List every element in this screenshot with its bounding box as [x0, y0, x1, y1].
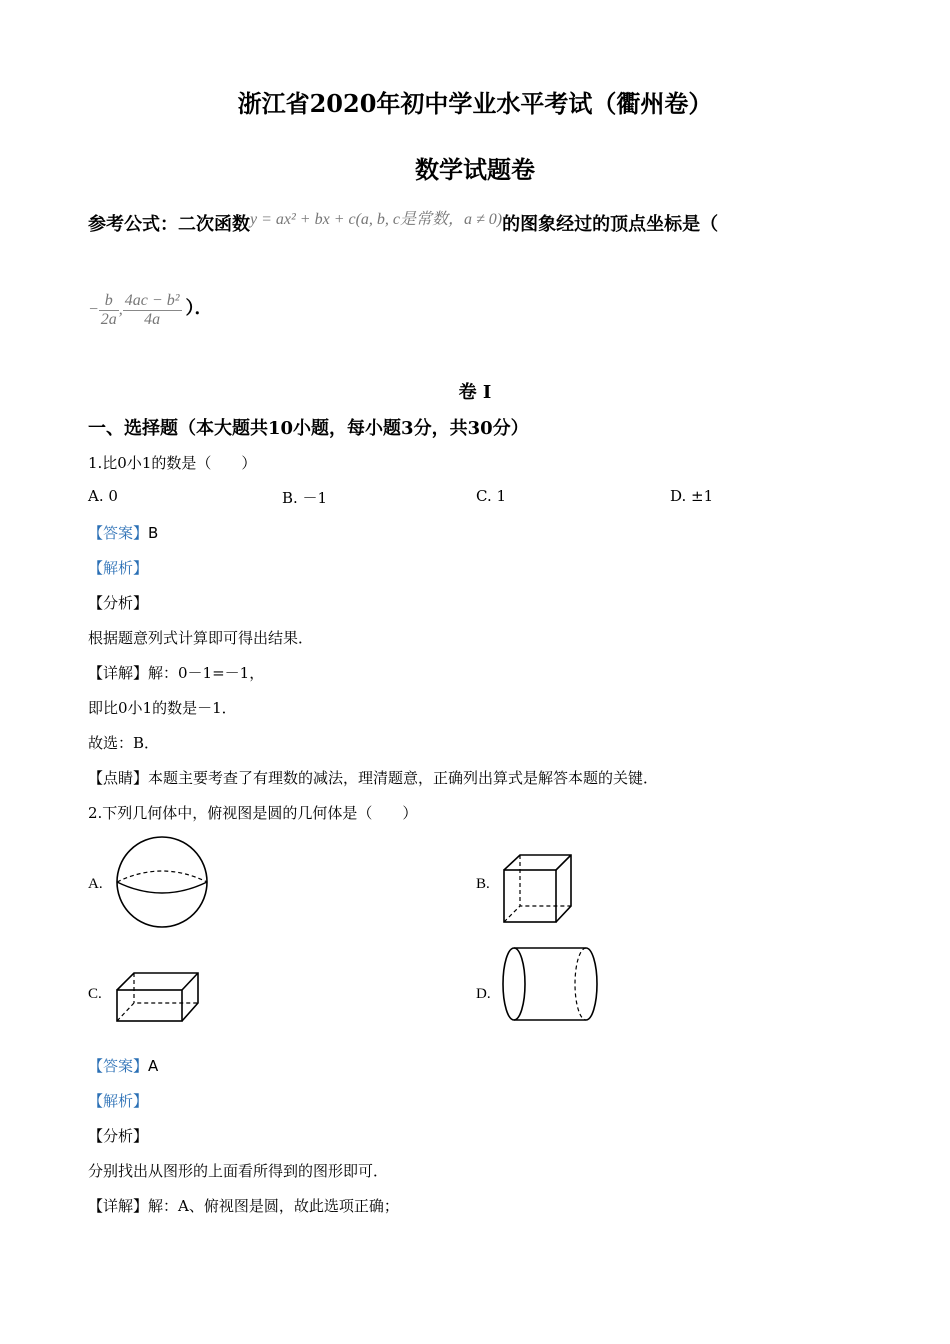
q2-answer-value: A: [148, 1057, 159, 1075]
q1-choose: 故选：B．: [88, 734, 160, 752]
vertex-formula: − $\frac{b}{2a}$ , $\frac{\text{4ac − b²}}{4a}$ ）．: [88, 292, 213, 328]
sphere-icon: [112, 834, 212, 930]
q2-stem: 2.下列几何体中，俯视图是圆的几何体是（ ）: [88, 804, 418, 822]
q1-detail: 【详解】解：0－1=－1，: [88, 664, 265, 682]
q2-fenxi-tag: 【分析】: [88, 1127, 149, 1145]
q2-option-a-label: A.: [88, 876, 103, 892]
formula-prefix: 参考公式：二次函数: [88, 214, 250, 235]
cube-icon: [500, 852, 574, 926]
q2-analysis-tag: 【解析】: [88, 1092, 149, 1110]
q1-answer: 【答案】B: [88, 524, 159, 542]
minus-sign: −: [88, 301, 99, 319]
q2-answer: 【答案】A: [88, 1057, 159, 1075]
q1-detail-2: 即比0小1的数是－1．: [88, 699, 237, 717]
q2-option-c-label: C.: [88, 986, 102, 1002]
reference-formula: [88, 206, 718, 236]
formula-expression: y = ax² + bx + c(a, b, c是常数，a ≠ 0): [250, 211, 503, 228]
cylinder-icon: [500, 944, 600, 1024]
q1-fenxi-text: 根据题意列式计算即可得出结果．: [88, 629, 314, 647]
q1-option-a: A. 0: [88, 487, 118, 505]
q2-option-d-label: D.: [476, 986, 491, 1002]
q2-detail: 【详解】解：A、俯视图是圆，故此选项正确；: [88, 1197, 399, 1215]
q1-analysis-tag: 【解析】: [88, 559, 149, 577]
q2-fenxi-text: 分别找出从图形的上面看所得到的图形即可．: [88, 1162, 389, 1180]
q1-fenxi-tag: 【分析】: [88, 594, 149, 612]
formula-close: ）．: [185, 298, 213, 319]
q1-option-b: B. －1: [282, 489, 328, 507]
formula-suffix: 的图象经过的顶点坐标是（: [502, 214, 719, 235]
cuboid-icon: [114, 970, 200, 1024]
document-title: 浙江省2020年初中学业水平考试（衢州卷）: [237, 89, 713, 118]
q1-stem: 1.比0小1的数是（ ）: [88, 454, 257, 472]
volume-label: 卷 I: [458, 382, 492, 403]
q1-answer-value: B: [148, 524, 159, 542]
q2-option-b-label: B.: [476, 876, 490, 892]
vertex-y-fraction: $\frac{\text{4ac − b²}}{4a}$: [124, 292, 180, 328]
vertex-x-fraction: $\frac{b}{2a}$: [100, 292, 117, 328]
document-subtitle: 数学试题卷: [415, 155, 535, 184]
q1-option-c: C. 1: [476, 487, 507, 505]
section-heading: 一、选择题（本大题共10小题，每小题3分，共30分）: [88, 418, 529, 439]
q1-option-d: D. ±1: [670, 487, 714, 505]
q1-dianjing: 【点睛】本题主要考查了有理数的减法，理清题意，正确列出算式是解答本题的关键．: [88, 769, 659, 787]
